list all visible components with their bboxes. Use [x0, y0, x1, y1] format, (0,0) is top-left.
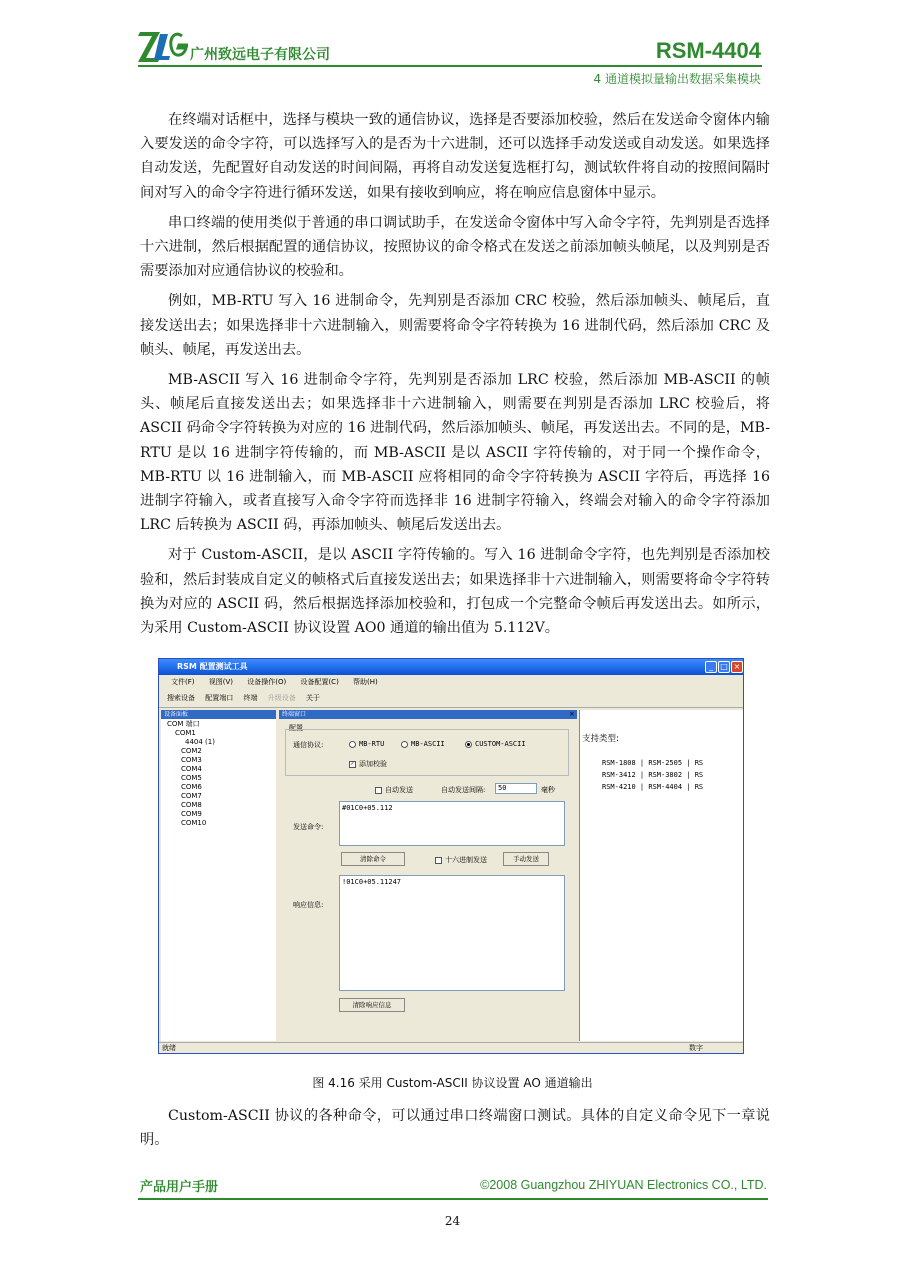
hex-send-checkbox: 十六进制发送 [435, 855, 487, 865]
protocol-label: 通信协议: [293, 741, 324, 749]
zlg-logo [138, 26, 188, 66]
tree-port: COM9 [181, 810, 202, 818]
terminal-close-icon: × [569, 710, 575, 718]
manual-send-button: 手动发送 [503, 852, 549, 866]
interval-label: 自动发送间隔: [441, 786, 486, 794]
menu-view: 视图(V) [208, 678, 233, 686]
menu-file: 文件(F) [171, 678, 195, 686]
response-box: !01C0+05.11247 [339, 875, 565, 991]
paragraph: 串口终端的使用类似于普通的串口调试助手，在发送命令窗体中写入命令字符，先判别是否选择十六进制，然后根据配置的通信协议，按照协议的命令格式在发送之前添加帧头帧尾，以及判别是否需要添加对应通信协议的校验和。 [140, 214, 770, 280]
minimize-icon: _ [705, 661, 717, 673]
response-label: 响应信息: [293, 901, 324, 909]
send-label: 发送命令: [293, 823, 324, 831]
clear-response-button: 清除响应信息 [339, 998, 405, 1012]
menu-help: 帮助(H) [353, 678, 378, 686]
tree-root: COM 端口 [167, 720, 200, 728]
device-panel-title: 设备面板 [161, 710, 276, 719]
page-number: 24 [444, 1214, 461, 1228]
interval-input: 50 [495, 783, 537, 794]
footer-rule [138, 1198, 768, 1200]
maximize-icon: □ [718, 661, 730, 673]
support-list: RSM-1808 | RSM-2505 | RS RSM-3412 | RSM-3802 | RS RSM-4210 | RSM-4404 | RS [602, 759, 704, 791]
toolbar-config-port: 配置端口 [205, 694, 234, 702]
clear-command-button: 清除命令 [341, 852, 405, 866]
body-text-after [140, 1104, 770, 1152]
menu-device-op: 设备操作(O) [247, 678, 287, 686]
status-num: 数字 [689, 1044, 703, 1052]
status-ready: 就绪 [162, 1044, 176, 1052]
tree-port: COM4 [181, 765, 202, 773]
add-checksum-checkbox: ✓ 添加校验 [350, 760, 387, 768]
tree-port: COM6 [181, 783, 202, 791]
menu-bar [159, 676, 743, 688]
tree-port: COM8 [181, 801, 202, 809]
menu-device-config: 设备配置(C) [300, 678, 339, 686]
body-text [140, 108, 770, 646]
send-command-box: #01C0+05.112 [339, 801, 565, 846]
close-icon: × [731, 661, 743, 673]
terminal-title: 终端窗口 [279, 710, 577, 719]
paragraph: MB-ASCII 写入 16 进制命令字符，先判别是否添加 LRC 校验，然后添加 MB-ASCII 的帧头、帧尾后直接发送出去；如果选择非十六进制输入，则需要在判别是否添加 LRC 校验后，将 ASCII 码命令字符转换为对应的 16 进制代码，然后添加帧头、帧尾，再发送出去。不同的是，MB-RTU 是以 16 进制字符传输的，而 MB-ASCII 是以 ASCII 字符传输的，对于同一个操作命令，MB-RTU 以 16 进制输入，而 MB-ASCII 应将相同的命令字符转换为 ASCII 字符后，再选择 16 进制字符输入，或者直接写入命令字符而选择非 16 进制字符输入，终端会对输入的命令字符添加 LRC 后转换为 ASCII 码，再添加帧头、帧尾后发送出去。 [140, 372, 770, 534]
protocol-option-mbascii: MB-ASCII [401, 740, 445, 748]
device-tree [161, 719, 276, 1041]
toolbar-search: 搜索设备 [167, 694, 195, 702]
config-group-label: 配置 [289, 724, 303, 732]
toolbar-terminal: 终端 [243, 694, 258, 702]
header-rule [138, 65, 762, 67]
support-panel [579, 710, 743, 1041]
figure-caption: 图 4.16 采用 Custom-ASCII 协议设置 AO 通道输出 [312, 1076, 593, 1090]
tree-port: COM2 [181, 747, 202, 755]
tree-port: COM3 [181, 756, 202, 764]
tree-device: 4404 (1) [185, 738, 215, 746]
tree-port: COM10 [181, 819, 207, 827]
config-group [285, 729, 569, 776]
toolbar-upgrade: 升级设备 [267, 694, 296, 702]
auto-send-checkbox: 自动发送 [375, 785, 413, 795]
toolbar [159, 689, 743, 708]
window-title: RSM 配置测试工具 [159, 659, 743, 675]
header-subtitle: 4 通道模拟量输出数据采集模块 [593, 72, 761, 86]
protocol-option-mbrtu: MB-RTU [349, 740, 384, 748]
app-window-screenshot [158, 658, 744, 1054]
paragraph: 例如，MB-RTU 写入 16 进制命令，先判别是否添加 CRC 校验，然后添加帧头、帧尾后，直接发送出去；如果选择非十六进制输入，则需要将命令字符转换为 16 进制代码，然后添加 CRC 及帧头、帧尾，再发送出去。 [140, 293, 770, 358]
footer-manual-title: 产品用户手册 [140, 1180, 219, 1195]
tree-port: COM5 [181, 774, 202, 782]
company-name: 广州致远电子有限公司 [190, 47, 330, 63]
support-title: 支持类型: [582, 734, 619, 744]
toolbar-about: 关于 [305, 694, 320, 702]
interval-unit: 毫秒 [541, 786, 555, 794]
footer-copyright: ©2008 Guangzhou ZHIYUAN Electronics CO., LTD. [480, 1178, 767, 1192]
tree-port: COM7 [181, 792, 202, 800]
protocol-option-custom: CUSTOM-ASCII [465, 740, 526, 748]
status-bar [159, 1042, 743, 1054]
tree-com1: COM1 [175, 729, 196, 737]
product-model: RSM-4404 [655, 38, 761, 63]
paragraph: Custom-ASCII 协议的各种命令，可以通过串口终端窗口测试。具体的自定义命令见下一章说明。 [140, 1108, 770, 1149]
paragraph: 在终端对话框中，选择与模块一致的通信协议，选择是否要添加校验，然后在发送命令窗体内输入要发送的命令字符，可以选择写入的是否为十六进制，还可以选择手动发送或自动发送。如果选择自动发送，先配置好自动发送的时间间隔，再将自动发送复选框打勾，测试软件将自动的按照间隔时间对写入的命令字符进行循环发送，如果有接收到响应，将在响应信息窗体中显示。 [140, 112, 770, 201]
paragraph: 对于 Custom-ASCII，是以 ASCII 字符传输的。写入 16 进制命令字符，也先判别是否添加校验和，然后封装成自定义的帧格式后直接发送出去；如果选择非十六进制输入，则需要将命令字符转换为对应的 ASCII 码，然后根据选择添加校验和，打包成一个完整命令帧后再发送出去。如所示，为采用 Custom-ASCII 协议设置 AO0 通道的输出值为 5.112V。 [140, 547, 770, 637]
